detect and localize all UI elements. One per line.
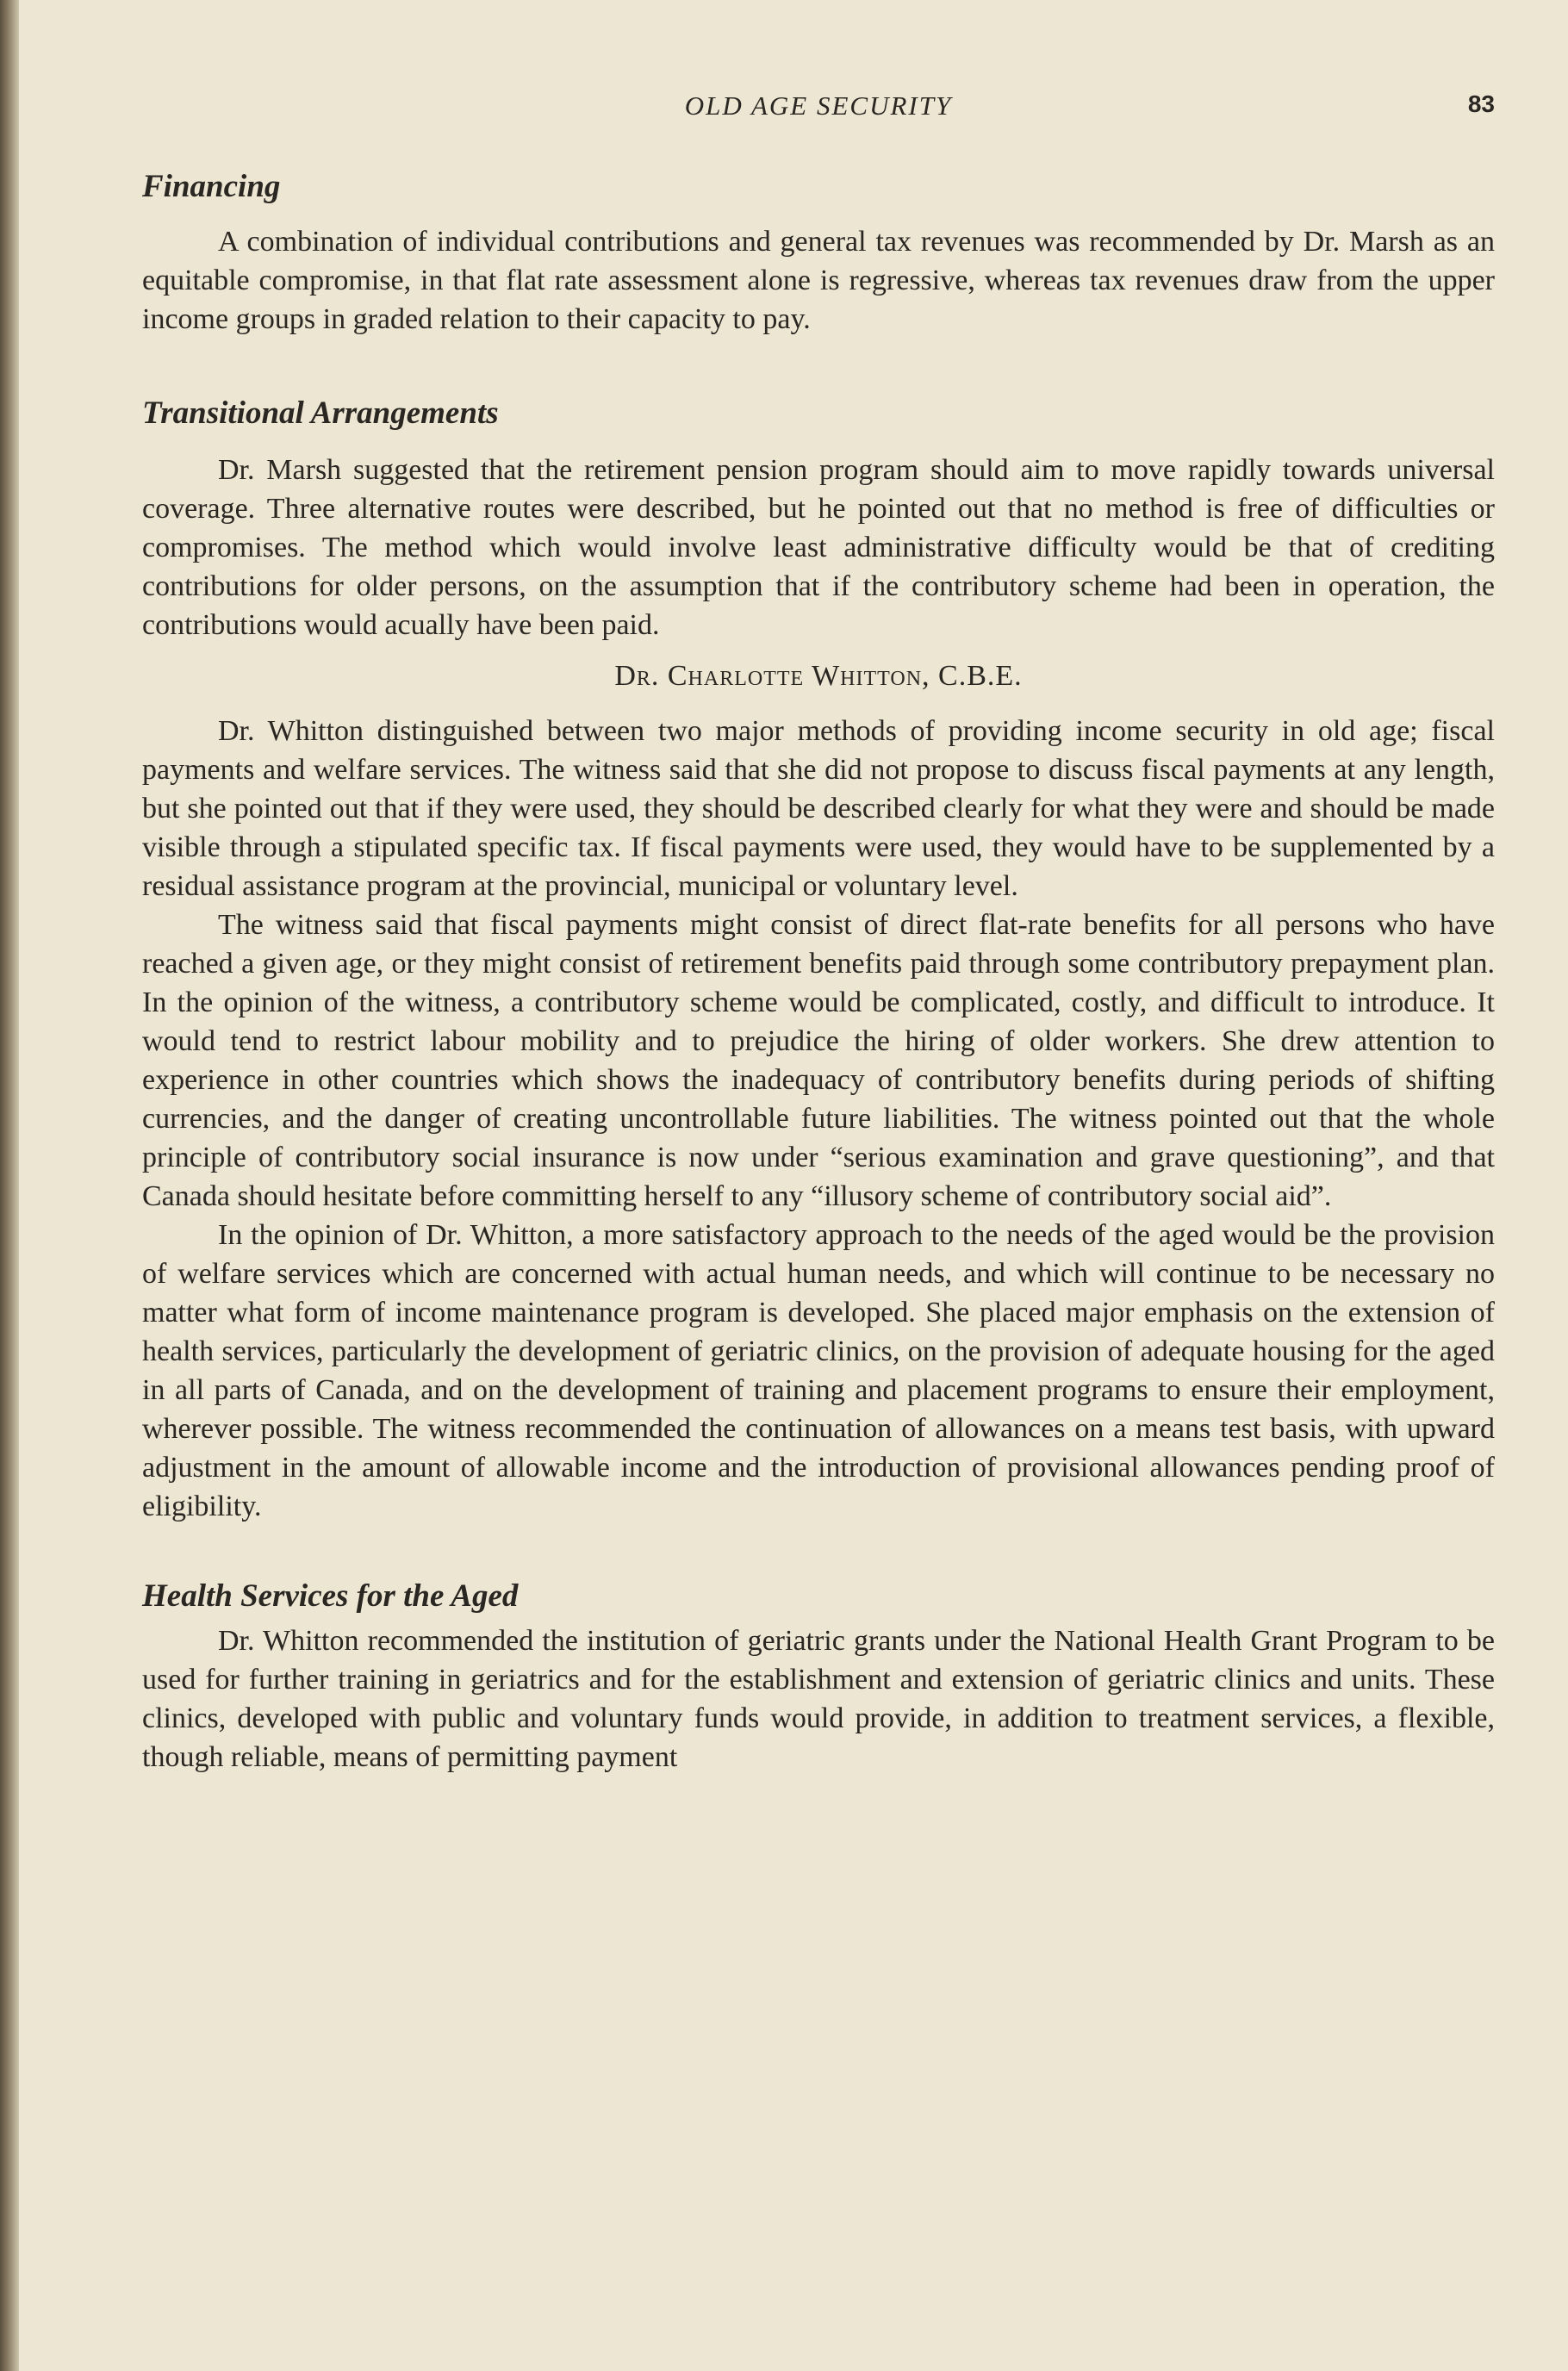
section-heading-financing: Financing	[142, 169, 281, 204]
page-binding-edge	[0, 0, 19, 2371]
paragraph-whitton-1: Dr. Whitton distinguished between two major methods of providing income security in old age; fiscal payments and welfare services. The witness said that she did not propose to discuss fiscal payments at any length, but she pointed out that if they were used, they should be described clearly for what they were and should be made visible through a stipulated specific tax. If fiscal payments were used, they would have to be supplemented by a residual assistance program at the provincial, municipal or voluntary level.	[142, 715, 1495, 902]
section-heading-transitional-arrangements: Transitional Arrangements	[142, 395, 499, 431]
paragraph-whitton-3: In the opinion of Dr. Whitton, a more satisfactory approach to the needs of the aged would be the provision of welfare services which are concerned with actual human needs, and which will continue to be necessary no matter what form of income maintenance program is developed. She placed major emphasis on the extension of health services, particularly the development of geriatric clinics, on the provision of adequate housing for the aged in all parts of Canada, and on the development of training and placement programs to ensure their employment, wherever possible. The witness recommended the continuation of allowances on a means test basis, with upward adjustment in the amount of allowable income and the introduction of provisional allowances pending proof of eligibility.	[142, 1219, 1495, 1522]
paragraph-whitton-2: The witness said that fiscal payments might consist of direct flat-rate benefits for all persons who have reached a given age, or they might consist of retirement benefits paid through some contributory prepayment plan. In the opinion of the witness, a contributory scheme would be complicated, costly, and difficult to introduce. It would tend to restrict labour mobility and to prejudice the hiring of older workers. She drew attention to experience in other countries which shows the inadequacy of contributory benefits during periods of shifting currencies, and the danger of creating uncontrollable future liabilities. The witness pointed out that the whole principle of contributory social insurance is now under “serious examination and grave questioning”, and that Canada should hesitate before committing herself to any “illusory scheme of contributory social aid”.	[142, 909, 1495, 1212]
page-number: 83	[1467, 90, 1495, 117]
running-head	[142, 82, 1495, 134]
book-page	[142, 82, 1495, 2322]
section-heading-health-services: Health Services for the Aged	[142, 1578, 519, 1614]
running-title: OLD AGE SECURITY	[684, 90, 953, 121]
paragraph-financing: A combination of individual contributions and general tax revenues was recommended by Dr. Marsh as an equitable compromise, in that flat rate assessment alone is regressive, whereas tax revenues draw from the upper income groups in graded relation to their capacity to pay.	[142, 226, 1495, 335]
speaker-block	[142, 660, 1495, 693]
speaker-heading: Dr. Charlotte Whitton, C.B.E.	[614, 660, 1023, 692]
paragraph-transitional-arrangements: Dr. Marsh suggested that the retirement pension program should aim to move rapidly towards universal coverage. Three alternative routes were described, but he pointed out that no method is free of difficulties or compromises. The method which would involve least administrative difficulty would be that of crediting contributions for older persons, on the assumption that if the contributory scheme had been in operation, the contributions would acually have been paid.	[142, 454, 1495, 641]
paragraph-health-services: Dr. Whitton recommended the institution of geriatric grants under the National Health Grant Program to be used for further training in geriatrics and for the establishment and extension of geriatric clinics and units. These clinics, developed with public and voluntary funds would provide, in addition to treatment services, a flexible, though reliable, means of permitting payment	[142, 1625, 1495, 1773]
